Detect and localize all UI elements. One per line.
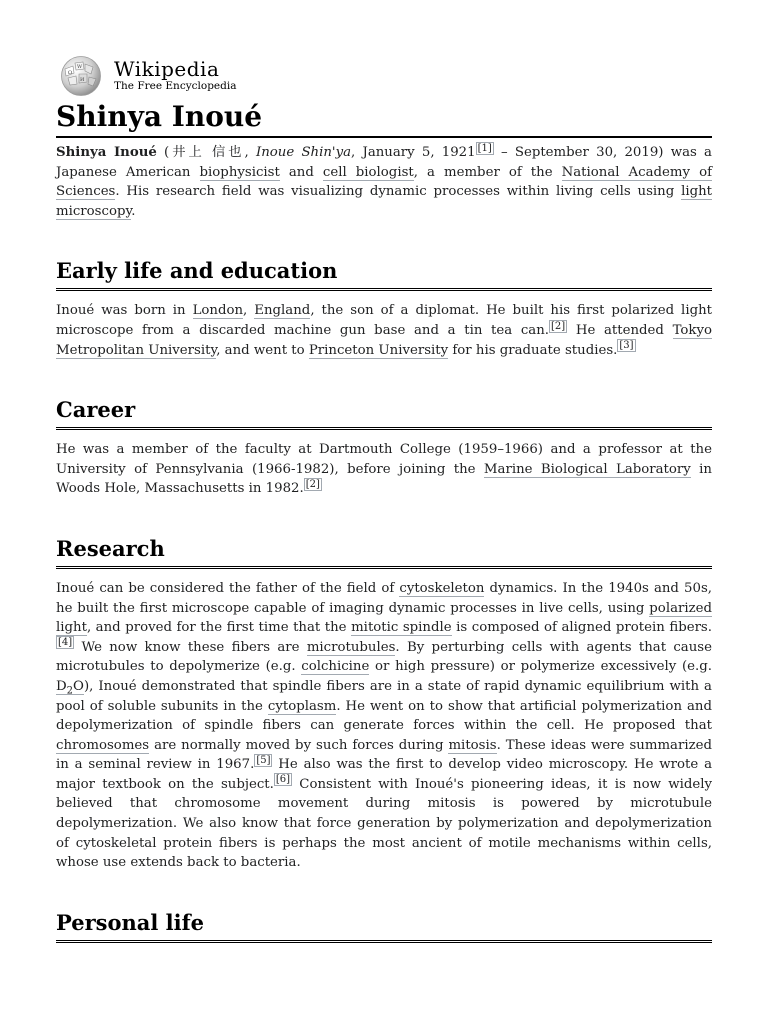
link-princeton-university[interactable]: Princeton University — [308, 342, 449, 358]
text-run: He was a member of the faculty at Dartmouth College (1959–1966) and a professor at the University of Pennsylvania (1966-1982), before joining the — [56, 442, 712, 477]
text-run: or high pressure) or polymerize excessively (e.g. — [369, 659, 713, 675]
text-run: . He went on to show that artificial polymerization and depolymerization of spindle fibers can generate forces within the cell. He proposed that — [56, 698, 712, 734]
link-marine-biological-laboratory[interactable]: Marine Biological Laboratory — [483, 461, 691, 477]
link-colchicine[interactable]: colchicine — [301, 659, 370, 675]
text-run: Inoué can be considered the father of the field of — [56, 580, 400, 596]
text-run: , — [244, 145, 256, 160]
text-run: We now know these fibers are — [74, 639, 307, 655]
text-run: He attended — [567, 322, 673, 338]
citation-link-1[interactable]: [1] — [477, 142, 492, 154]
link-london[interactable]: London — [192, 303, 244, 319]
text-run: , the son of a diplomat. He built his first polarized light microscope from a discarded machine gun base and a tin tea can. — [56, 303, 712, 338]
text-run: Consistent with Inoué's pioneering ideas, it is now widely believed that chromosome movement during mitosis is powered by microtubule depolymerization. We also know that force generation by polymerization and depolymerization of cytoskeletal protein fibers is perhaps the most ancient of motile mechanisms within cells, whose use extends back to bacteria. — [56, 776, 712, 871]
text-run: , and proved for the first time that the — [86, 620, 352, 636]
svg-text:И: И — [80, 77, 85, 83]
link-polarized-light[interactable]: polarized light — [56, 600, 712, 636]
section-personal-life — [56, 909, 712, 943]
text-run: are normally moved by such forces during — [149, 737, 449, 753]
page-title: Shinya Inoué — [56, 100, 712, 138]
text-run: ), Inoué demonstrated that spindle fibers are in a state of rapid dynamic equilibrium with a pool of soluble subunits in the — [56, 678, 712, 714]
text-run: , and went to — [216, 342, 309, 358]
heading-early-life: Early life and education — [56, 257, 712, 291]
early-life-paragraph — [56, 301, 712, 360]
text-run: dynamics. In the 1940s and 50s, he built the first microscope capable of imaging dynamic processes in live cells, using — [56, 580, 712, 616]
svg-text:Ω: Ω — [68, 70, 73, 76]
citation-link-2[interactable]: [2] — [305, 478, 320, 490]
svg-text:W: W — [77, 64, 83, 70]
text-run: in Woods Hole, Massachusetts in 1982. — [56, 461, 713, 497]
text-run: . By perturbing cells with agents that cause microtubules to depolymerize (e.g. — [56, 639, 712, 675]
heading-career: Career — [56, 396, 712, 430]
link-microtubules[interactable]: microtubules — [306, 639, 396, 655]
wikipedia-globe-icon — [56, 53, 106, 97]
citation-link-6[interactable]: [6] — [275, 774, 291, 786]
romanized-name: Inoue Shin'ya — [255, 145, 352, 160]
citation-link-4[interactable]: [4] — [58, 637, 73, 649]
link-england[interactable]: England — [254, 303, 311, 319]
research-paragraph — [56, 579, 712, 873]
text-run: D — [56, 678, 67, 694]
text-run: is composed of aligned protein fibers. — [451, 620, 712, 636]
lead-paragraph — [56, 143, 712, 221]
link-mitosis[interactable]: mitosis — [448, 737, 497, 753]
link-heavy-water[interactable] — [56, 679, 84, 695]
citation-link-5[interactable]: [5] — [256, 754, 271, 766]
japanese-name: 井上 信也 — [169, 145, 245, 160]
article-page — [56, 52, 712, 943]
text-run: for his graduate studies. — [448, 342, 618, 358]
text-run: , a member of the — [413, 164, 562, 180]
link-national-academy-of-sciences[interactable]: National Academy of Sciences — [56, 164, 712, 200]
text-run: . These ideas were summarized in a seminal review in 1967. — [56, 737, 712, 773]
text-run: . His research field was visualizing dynamic processes within living cells using — [115, 184, 682, 200]
link-light-microscopy[interactable]: light microscopy — [56, 184, 712, 219]
career-paragraph — [56, 440, 712, 499]
link-mitotic-spindle[interactable]: mitotic spindle — [351, 620, 452, 636]
citation-link-3[interactable]: [3] — [619, 340, 634, 352]
text-run: Inoué was born in — [56, 303, 193, 319]
link-cytoplasm[interactable]: cytoplasm — [267, 698, 337, 714]
text-run: , January 5, 1921 — [351, 145, 476, 160]
text-run: , — [243, 303, 255, 319]
wordmark-title: Wikipedia — [114, 57, 220, 81]
section-research — [56, 535, 712, 873]
subject-name: Shinya Inoué — [56, 145, 157, 160]
subscript: 2 — [66, 685, 74, 697]
heading-personal-life: Personal life — [56, 909, 712, 943]
text-run: O — [73, 678, 84, 694]
wordmark-tagline: The Free Encyclopedia — [114, 80, 237, 92]
link-tokyo-metropolitan-university[interactable]: Tokyo Metropolitan University — [56, 322, 712, 358]
text-run: . — [131, 203, 136, 219]
wikipedia-logo[interactable] — [56, 52, 712, 98]
section-career — [56, 396, 712, 499]
text-run: He also was the first to develop video microscopy. He wrote a major textbook on the subject. — [56, 757, 712, 792]
text-run: ( — [156, 145, 170, 160]
text-run: – September 30, 2019) was a Japanese American — [56, 145, 712, 180]
link-chromosomes[interactable]: chromosomes — [56, 737, 150, 753]
text-run: and — [279, 164, 323, 180]
link-biophysicist[interactable]: biophysicist — [199, 164, 280, 180]
link-cytoskeleton[interactable]: cytoskeleton — [399, 580, 485, 596]
heading-research: Research — [56, 535, 712, 569]
wordmark — [114, 58, 236, 92]
section-early-life — [56, 257, 712, 360]
citation-link-2[interactable]: [2] — [551, 320, 566, 332]
link-cell-biologist[interactable]: cell biologist — [322, 164, 414, 180]
